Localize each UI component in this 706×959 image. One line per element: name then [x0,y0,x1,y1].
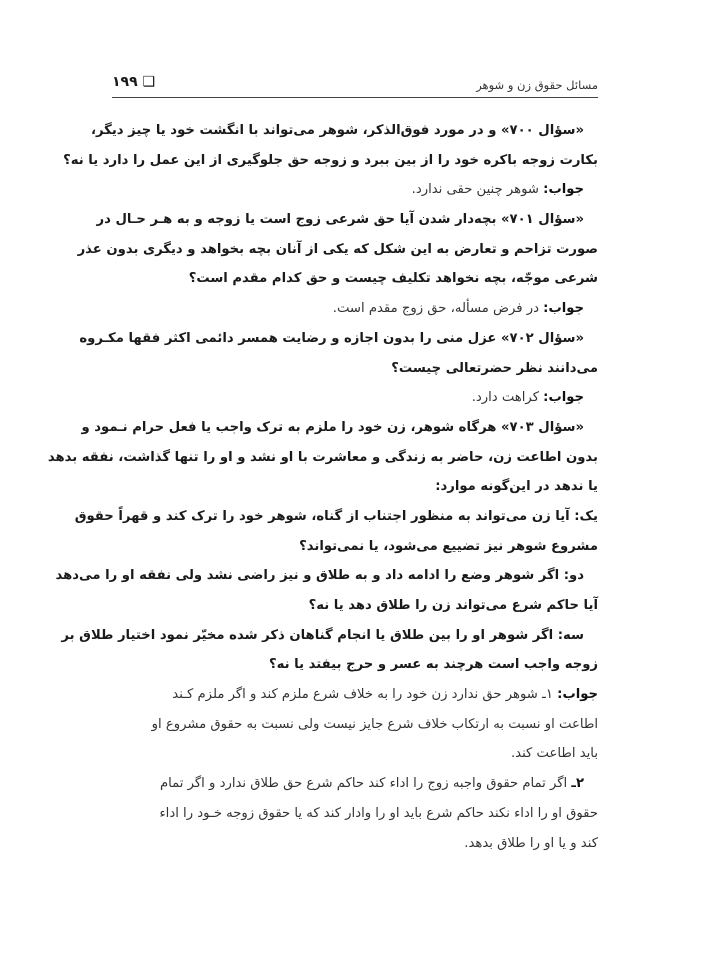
answer-label: جواب: [543,182,584,198]
answer-text: اگر تمام حقوق واجبه زوج را اداء کند حاکم شرع حق طلاق ندارد و اگر تمام [159,776,572,792]
answer-703-line-3: باید اطاعت کند. [510,746,598,762]
page-body [47,116,598,858]
question-700-line-1: «سؤال ٧٠٠» و در مورد فوق‌الذکر، شوهر می‌تواند با انگشت خود یا چیز دیگر، [90,123,584,138]
question-703-part-3-line-1: سه: اگر شوهر او را بین طلاق یا انجام گناهان ذکر شده مخیّر نمود اختیار طلاق بر [61,627,584,643]
running-header [112,72,598,94]
question-702-line-1: «سؤال ٧٠٢» عزل منی را بدون اجازه و رضایت همسر دائمی اکثر فقها مکـروه [79,330,584,346]
answer-703-line-4 [112,769,598,799]
answer-text: ١ـ شوهر حق ندارد زن خود را به خلاف شرع ملزم کند و اگر ملزم کـند [172,687,558,703]
answer-703-line-5: حقوق او را اداء نکند حاکم شرع باید او را وادار کند که یا حقوق زوجه خـود را اداء [159,805,598,821]
question-702-line-2: می‌دانند نظر حضرتعالی چیست؟ [391,360,598,376]
question-701-line-1: «سؤال ٧٠١» بچه‌دار شدن آیا حق شرعی زوج است یا زوجه و به هـر حـال در [96,212,584,228]
question-703-part-2-line-1: دو: اگر شوهر وضع را ادامه داد و به طلاق و نیز راضی نشد ولی نفقه او را می‌دهد [55,568,584,584]
answer-700 [112,175,598,205]
answer-label: جواب: [557,687,598,703]
header-rule [112,97,598,98]
question-703-part-1-line-2: مشروع شوهر نیز تضییع می‌شود، یا نمی‌تواند؟ [299,538,598,554]
question-703-line-2: بدون اطاعت زن، حاضر به زندگی و معاشرت با او نشد و او را تنها گذاشت، نفقه بدهد [47,449,598,465]
question-703-line-3: یا ندهد در این‌گونه موارد: [435,479,598,495]
answer-703-line-6: کند و یا او را طلاق بدهد. [464,835,598,851]
answer-702 [112,383,598,413]
question-703-part-1-line-1: یک: آیا زن می‌تواند به منظور اجتناب از گناه، شوهر خود را ترک کند و قهراً حقوق [74,508,598,524]
item-number: ٢ـ [571,776,584,792]
answer-label: جواب: [543,390,584,406]
answer-text: شوهر چنین حقی ندارد. [411,182,544,198]
answer-text: کراهت دارد. [471,390,544,406]
question-703-part-3-line-2: زوجه واجب است هرچند به عسر و حرج بیفتد یا نه؟ [268,657,598,673]
question-700-line-2: بکارت زوجه باکره خود را از بین ببرد و زوجه حق جلوگیری از این عمل را دارد یا نه؟ [63,152,598,168]
question-703-part-2-line-2: آیا حاکم شرع می‌تواند زن را طلاق دهد یا نه؟ [308,598,598,613]
answer-label: جواب: [543,301,584,317]
answer-703-line-1 [112,680,598,710]
answer-701 [112,294,598,324]
header-title: مسائل حقوق زن و شوهر [476,78,598,92]
question-701-line-2: صورت تزاحم و تعارض به این شکل که یکی از آنان بچه بخواهد و دیگری بدون عذر [77,241,598,257]
page-number: ١٩٩ ❑ [112,74,156,90]
answer-text: در فرض مسأله، حق زوج مقدم است. [332,301,544,317]
answer-703-line-2: اطاعت او نسبت به ارتکاب خلاف شرع جایز نیست ولی نسبت به حقوق مشروع او [151,716,598,732]
question-703-line-1: «سؤال ٧٠٣» هرگاه شوهر، زن خود را ملزم به ترک واجب یا فعل حرام نـمود و [81,419,584,435]
question-701-line-3: شرعی موجّه، بچه نخواهد تکلیف چیست و حق کدام مقدم است؟ [188,271,598,287]
